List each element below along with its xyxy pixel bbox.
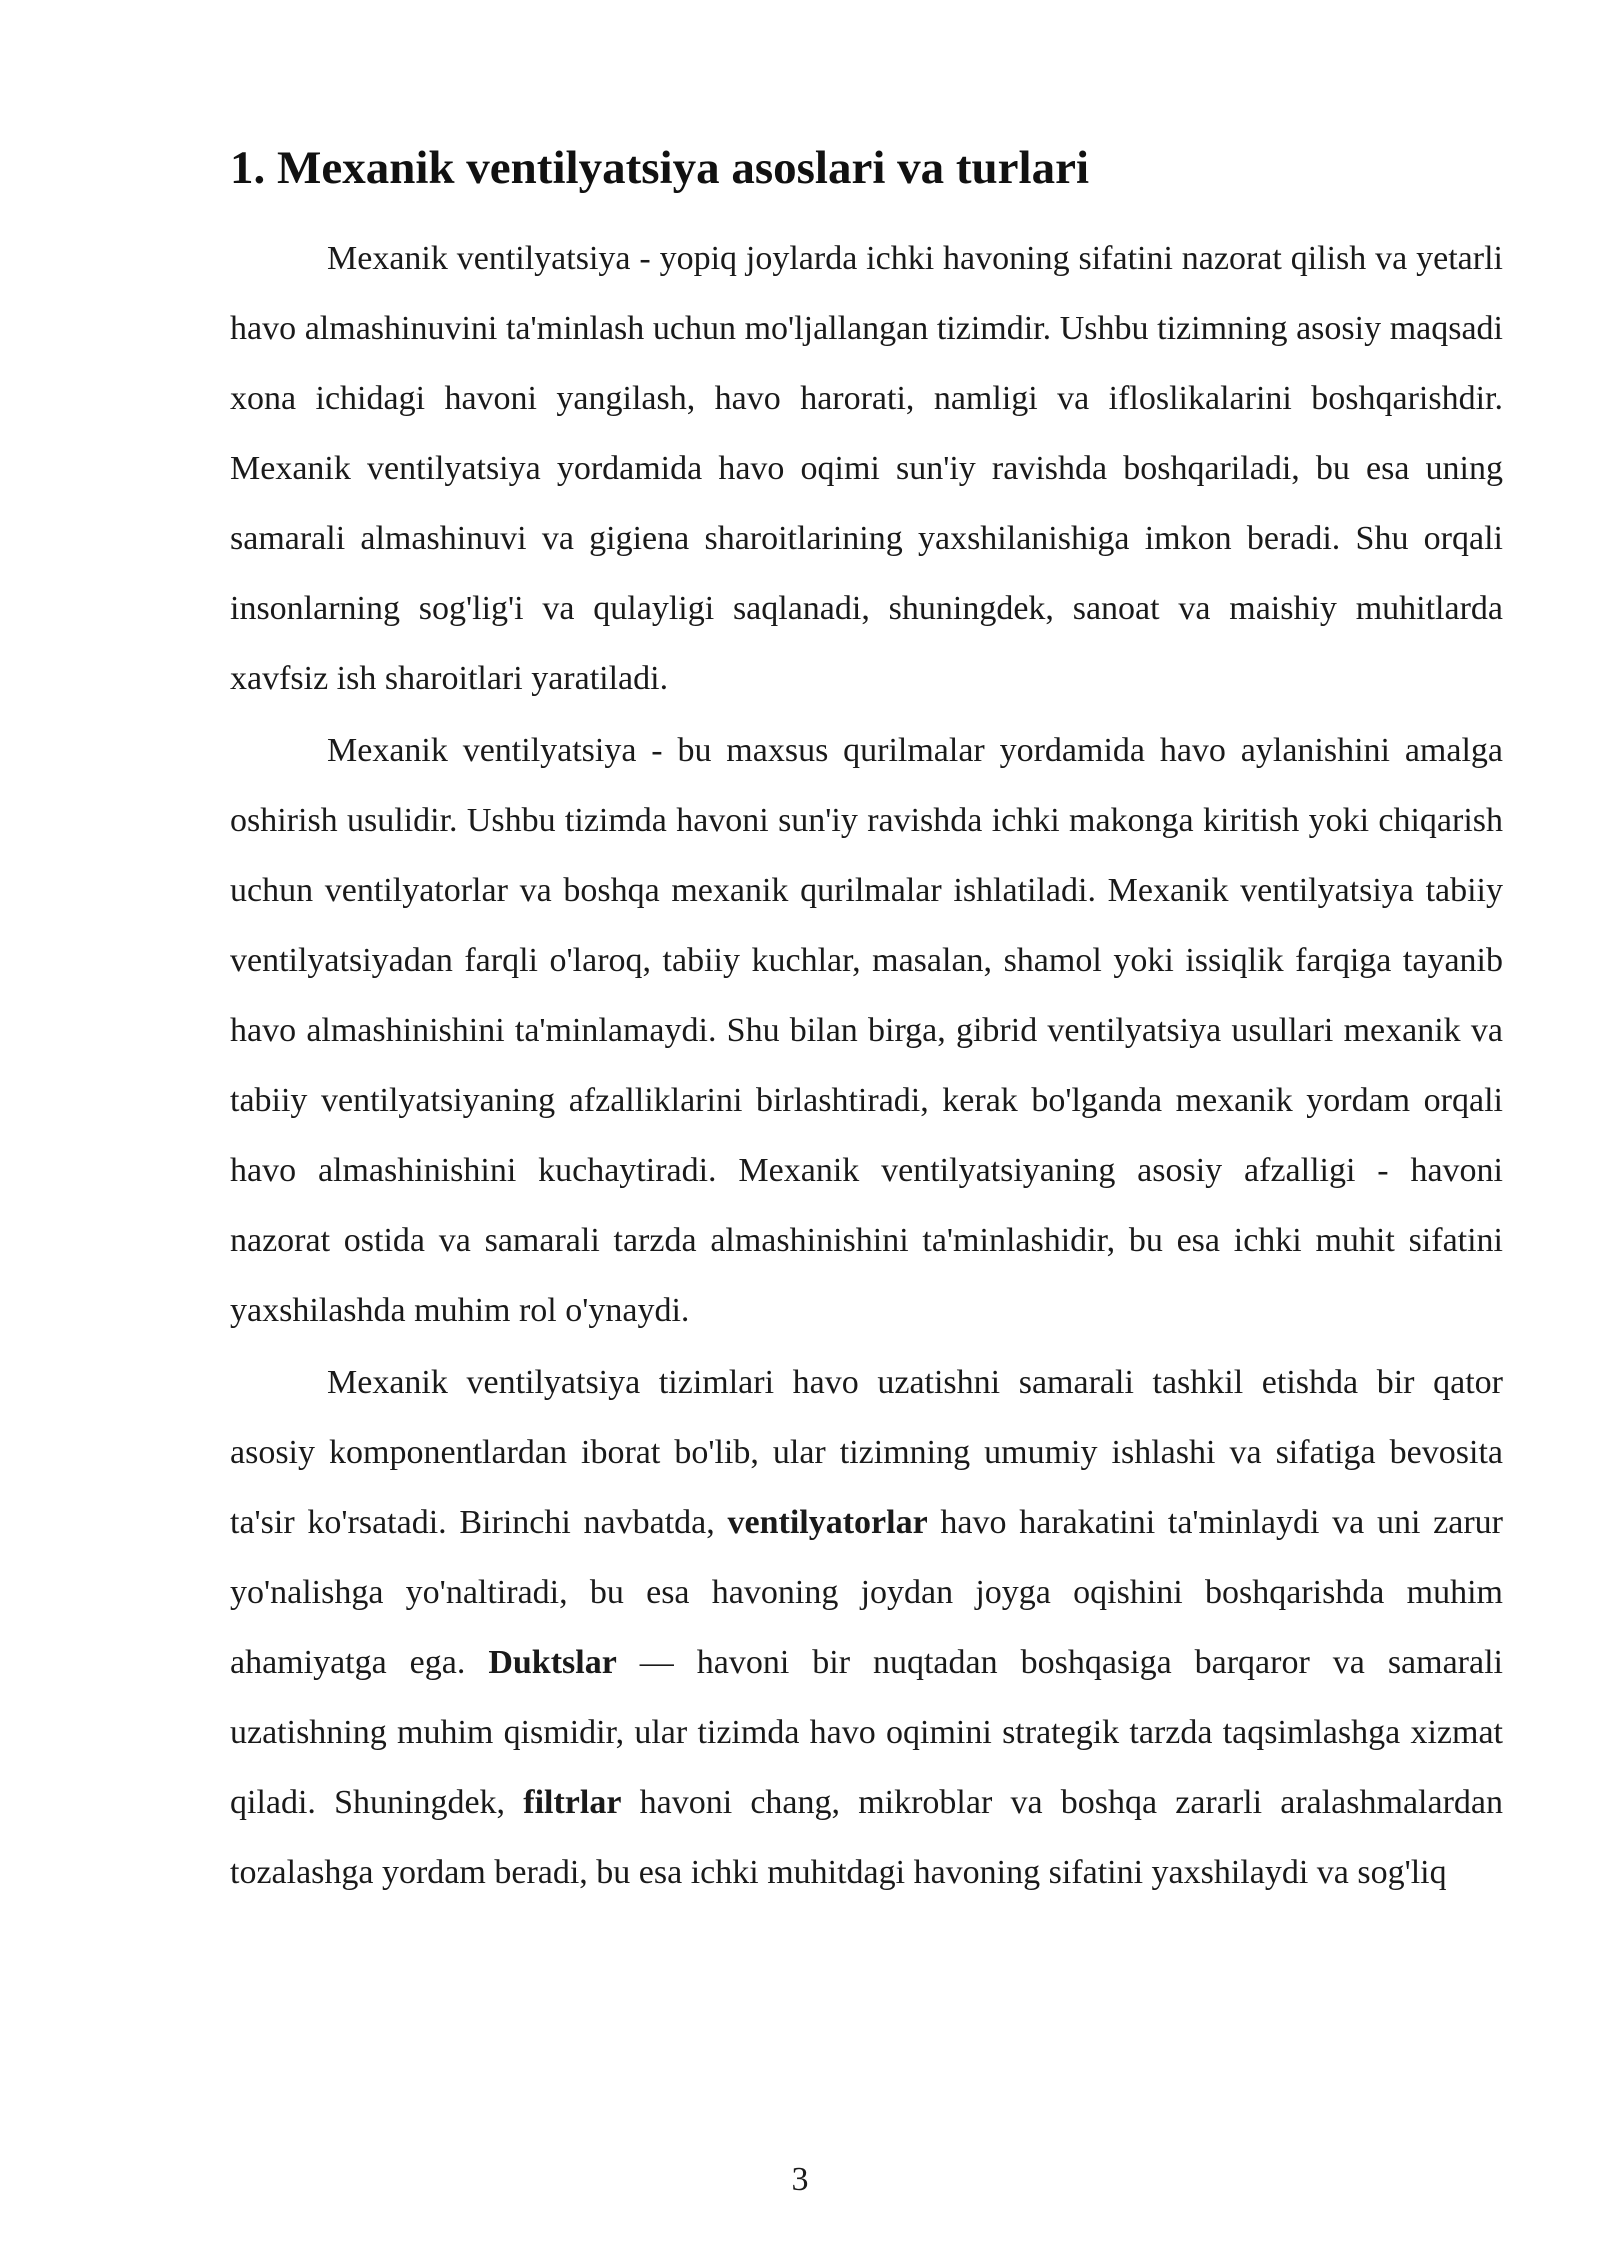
document-page (230, 130, 1503, 1908)
page-number: 3 (791, 2161, 809, 2198)
term-ventilyatorlar: ventilyatorlar (727, 1504, 928, 1541)
paragraph-3 (230, 1348, 1503, 1908)
section-heading: 1. Mexanik ventilyatsiya asoslari va turlari (230, 142, 1090, 194)
term-filtrlar: filtrlar (523, 1784, 622, 1821)
paragraph-1: Mexanik ventilyatsiya - yopiq joylarda ichki havoning sifatini nazorat qilish va yetarli havo almashinuvini ta'minlash uchun mo'ljallangan tizimdir. Ushbu tizimning asosiy maqsadi xona ichidagi havoni yangilash, havo harorati, namligi va ifloslikalarini boshqarishdir. Mexanik ventilyatsiya yordamida havo oqimi sun'iy ravishda boshqariladi, bu esa uning samarali almashinuvi va gigiena sharoitlarining yaxshilanishiga imkon beradi. Shu orqali insonlarning sog'lig'i va qulayligi saqlanadi, shuningdek, sanoat va maishiy muhitlarda xavfsiz ish sharoitlari yaratiladi. (230, 240, 1503, 697)
term-duktslar: Duktslar (488, 1644, 617, 1681)
paragraph-3-text-b: havo harakatini ta'minlaydi va uni zarur yo'nalishga yo'naltiradi, bu esa havoning joydan joyga oqishini boshqarishda muhim ahamiyatga ega. (230, 1504, 1503, 1681)
paragraph-3-text-c: — havoni bir nuqtadan boshqasiga barqaror va samarali uzatishning muhim qismidir, ular tizimda havo oqimini strategik tarzda taqsimlashga xizmat qiladi. Shuningdek, (230, 1644, 1503, 1821)
paragraph-3-text-a: Mexanik ventilyatsiya tizimlari havo uzatishni samarali tashkil etishda bir qator asosiy komponentlardan iborat bo'lib, ular tizimning umumiy ishlashi va sifatiga bevosita ta'sir ko'rsatadi. Birinchi navbatda, (230, 1364, 1503, 1541)
paragraph-2: Mexanik ventilyatsiya - bu maxsus qurilmalar yordamida havo aylanishini amalga oshirish usulidir. Ushbu tizimda havoni sun'iy ravishda ichki makonga kiritish yoki chiqarish uchun ventilyatorlar va boshqa mexanik qurilmalar ishlatiladi. Mexanik ventilyatsiya tabiiy ventilyatsiyadan farqli o'laroq, tabiiy kuchlar, masalan, shamol yoki issiqlik farqiga tayanib havo almashinishini ta'minlamaydi. Shu bilan birga, gibrid ventilyatsiya usullari mexanik va tabiiy ventilyatsiyaning afzalliklarini birlashtiradi, kerak bo'lganda mexanik yordam orqali havo almashinishini kuchaytiradi. Mexanik ventilyatsiyaning asosiy afzalligi - havoni nazorat ostida va samarali tarzda almashinishini ta'minlashidir, bu esa ichki muhit sifatini yaxshilashda muhim rol o'ynaydi. (230, 732, 1503, 1329)
paragraph-3-text-d: havoni chang, mikroblar va boshqa zararli aralashmalardan tozalashga yordam beradi, bu esa ichki muhitdagi havoning sifatini yaxshilaydi va sog'liq (230, 1784, 1503, 1891)
